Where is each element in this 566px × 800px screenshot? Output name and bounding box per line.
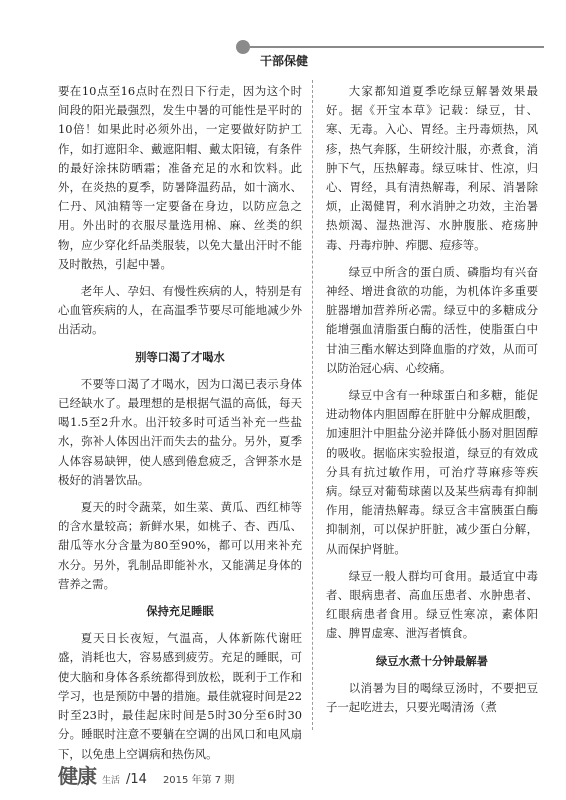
- page-number: /14: [126, 772, 147, 787]
- magazine-logo-sub: 生活: [102, 776, 121, 786]
- paragraph: 不要等口渴了才喝水，因为口渴已表示身体已经缺水了。最理想的是根据气温的高低，每天喝1.5至2升水。出汗较多时可适当补充一些盐水，弥补人体因出汗而失去的盐分。另外，夏季人体容易缺钾，使人感到倦怠疲乏，含钾茶水是极好的消暑饮品。: [58, 376, 302, 487]
- paragraph: 绿豆一般人群均可食用。最适宜中毒者、眼病患者、高血压患者、水肿患者、红眼病患者食用。绿豆性寒凉，素体阳虚、脾胃虚寒、泄泻者慎食。: [326, 568, 538, 641]
- paragraph: 绿豆中含有一种球蛋白和多糖，能促进动物体内胆固醇在肝脏中分解成胆酸，加速胆汁中胆盐分泌并降低小肠对胆固醇的吸收。据临床实验报道，绿豆的有效成分具有抗过敏作用，可治疗荨麻疹等疾病。绿豆对葡萄球菌以及某些病毒有抑制作用，能清热解毒。绿豆含丰富胰蛋白酶抑制剂，可以保护肝脏，减少蛋白分解，从而保护肾脏。: [326, 388, 538, 556]
- issue-label: 2015 年第 7 期: [162, 775, 235, 786]
- page-footer: [58, 760, 234, 789]
- section-heading: 保持充足睡眠: [146, 605, 214, 619]
- column-divider: [312, 80, 313, 730]
- section-heading: 别等口渴了才喝水: [135, 350, 225, 364]
- paragraph: 以消暑为目的喝绿豆汤时，不要把豆子一起吃进去，只要光喝清汤（煮: [326, 680, 538, 715]
- paragraph: 夏天日长夜短，气温高，人体新陈代谢旺盛，消耗也大，容易感到疲劳。充足的睡眠，可使大脑和身体各系统都得到放松，既利于工作和学习，也是预防中暑的措施。最佳就寝时间是22时至23时，最佳起床时间是5时30分至6时30分。睡眠时注意不要躺在空调的出风口和电风扇下，以免患上空调病和热伤风。: [58, 631, 302, 761]
- section-title: 干部保健: [260, 54, 309, 68]
- paragraph: 老年人、孕妇、有慢性疾病的人，特别是有心血管疾病的人，在高温季节要尽可能地减少外出活动。: [58, 284, 302, 337]
- header-bullet-icon: [236, 40, 250, 54]
- right-column: [326, 82, 538, 717]
- paragraph: 大家都知道夏季吃绿豆解暑效果最好。据《开宝本草》记载：绿豆，甘、寒、无毒。入心、胃经。主丹毒烦热，风疹，热气奔豚，生研绞汁服，亦煮食，消肿下气，压热解毒。绿豆味甘、性凉，归心、胃经，具有清热解毒，利尿、消暑除烦，止渴健胃，利水消肿之功效，主治暑热烦渴、湿热泄泻、水肿腹胀、疮疡肿毒、丹毒疖肿、痄腮、痘疹等。: [326, 84, 538, 252]
- left-column: [58, 82, 302, 764]
- magazine-logo: 健康: [58, 764, 96, 788]
- section-heading: 绿豆水煮十分钟最解暑: [376, 654, 488, 668]
- paragraph: 绿豆中所含的蛋白质、磷脂均有兴奋神经、增进食欲的功能，为机体许多重要脏器增加营养所必需。绿豆中的多糖成分能增强血清脂蛋白酶的活性，使脂蛋白中甘油三酯水解达到降血脂的疗效，从而可以防治冠心病、心绞痛。: [326, 264, 538, 375]
- header-rule: [250, 46, 544, 48]
- paragraph: 夏天的时令蔬菜，如生菜、黄瓜、西红柿等的含水量较高；新鲜水果，如桃子、杏、西瓜、甜瓜等水分含量为80至90%，都可以用来补充水分。另外，乳制品即能补水，又能满足身体的营养之需。: [58, 500, 302, 591]
- paragraph: 要在10点至16点时在烈日下行走，因为这个时间段的阳光最强烈，发生中暑的可能性是平时的10倍！如果此时必须外出，一定要做好防护工作，如打遮阳伞、戴遮阳帽、戴太阳镜，有条件的最好涂抹防晒霜；准备充足的水和饮料。此外，在炎热的夏季，防暑降温药品，如十滴水、仁丹、风油精等一定要备在身边，以防应急之用。外出时的衣服尽量选用棉、麻、丝类的织物，应少穿化纤品类服装，以免大量出汗时不能及时散热，引起中暑。: [58, 84, 302, 271]
